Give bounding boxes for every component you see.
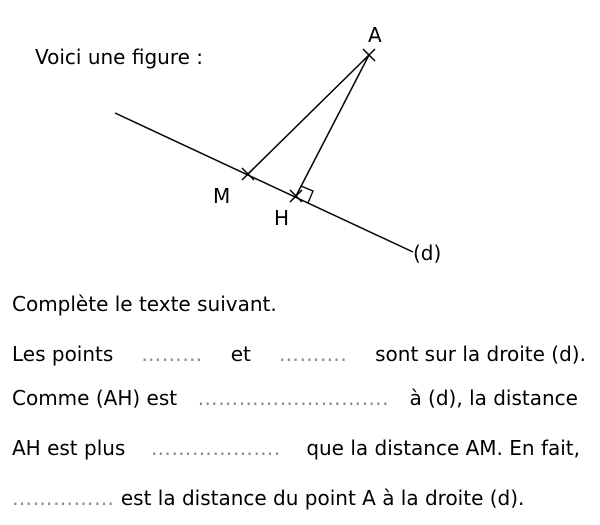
text-line-4 [12, 486, 524, 510]
text-line-2 [12, 386, 578, 410]
line3-part-b: que la distance AM. En fait, [306, 436, 580, 460]
line1-part-b: et [230, 342, 251, 366]
label-M: M [213, 184, 231, 208]
blank-point-1: ……… [141, 342, 203, 366]
segment-AH [296, 55, 369, 196]
segment-AM [248, 55, 369, 174]
line1-part-a: Les points [12, 342, 114, 366]
text-line-3 [12, 436, 580, 460]
line-d [115, 113, 413, 252]
text-line-1 [12, 342, 586, 366]
blank-relation: ………………………. [197, 386, 389, 410]
line1-part-c: sont sur la droite (d). [375, 342, 586, 366]
blank-comparison: ………………. [150, 436, 281, 460]
line2-part-b: à (d), la distance [409, 386, 578, 410]
line3-part-a: AH est plus [12, 436, 126, 460]
point-A-mark [363, 49, 375, 61]
label-d: (d) [413, 241, 442, 265]
line2-part-a: Comme (AH) est [12, 386, 178, 410]
instruction: Complète le texte suivant. [12, 292, 277, 316]
label-A: A [368, 23, 382, 47]
blank-point-2: ………. [278, 342, 348, 366]
blank-distance: …………… [12, 486, 115, 510]
intro-text: Voici une figure : [35, 45, 203, 69]
label-H: H [274, 206, 290, 230]
point-M-mark [242, 168, 254, 180]
line4-part-a: est la distance du point A à la droite (d). [120, 486, 525, 510]
